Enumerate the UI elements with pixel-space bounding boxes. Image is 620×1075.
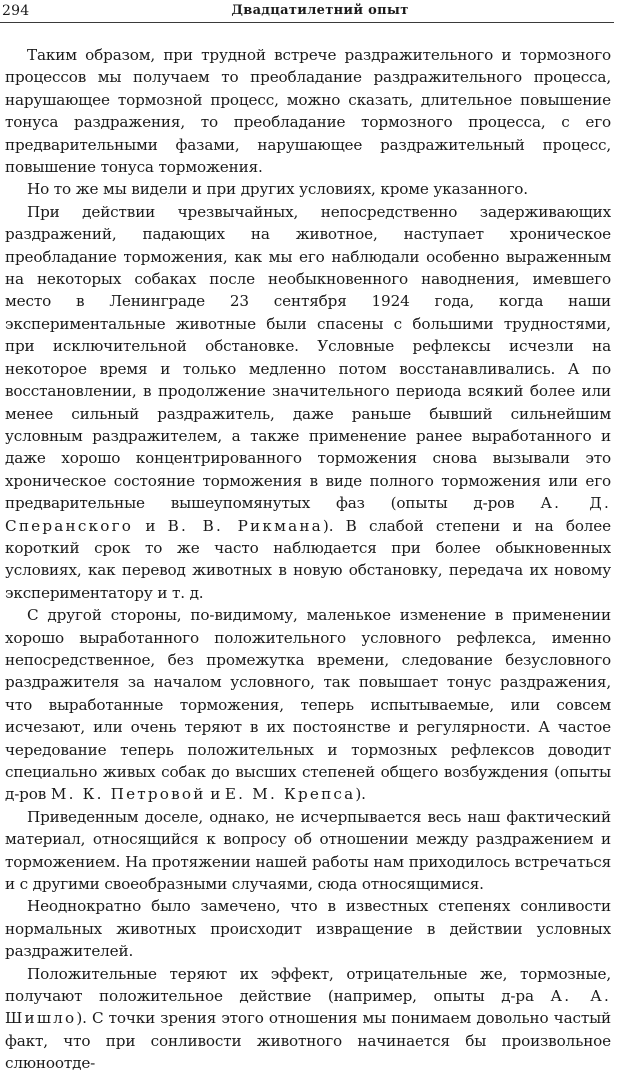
paragraph-text: ). В слабой степени и на более короткий срок то же часто наблюдается при более обыкновенных условиях, как перевод животных в новую обстановку, передача их новому экспериментатору и т. д. [5,516,611,602]
paragraph-4 [5,604,611,806]
author-name: В. В. Рикмана [167,516,323,535]
paragraph-text: Неоднократно было замечено, что в известных степенях сонливости нормальных животных происходит извращение в действии условных раздражителей. [5,897,611,961]
page-number: 294 [2,3,30,19]
paragraph-1 [5,44,611,178]
paragraph-3 [5,201,611,604]
author-name: М. К. Петровой [50,785,206,804]
paragraph-text: С другой стороны, по-видимому, маленькое изменение в применении хорошо выработанного положительного условного рефлекса, именно непосредственное, без промежутка времени, следование безусловного раздражителя за началом условного, так повышает тонус раздражения, что выработанные торможения, теперь испытываемые, или совсем исчезают, или очень теряют в их постоянстве и регулярности. А частое чередование теперь положительных и тормозных рефлексов доводит специально живых собак до высших степеней общего возбуждения (опыты д-ров [5,606,611,804]
paragraph-6 [5,895,611,962]
paragraph-2 [5,178,611,200]
paragraph-text: Таким образом, при трудной встрече раздражительного и тормозного процессов мы получаем то преобладание раздражительного процесса, нарушающее тормозной процесс, можно сказать, длительное повышение тонуса раздражения, то преобладание тормозного процесса, с его предварительными фазами, нарушающее раздражительный процесс, повышение тонуса торможения. [5,46,611,177]
running-title: Двадцатилетний опыт [231,3,409,18]
author-name: А. Д. Сперанского [5,494,611,535]
header-rule [0,22,614,23]
running-head [0,0,620,24]
paragraph-text: ). С точки зрения этого отношения мы понимаем довольно частый факт, что при сонливости животного начинается бы произвольное слюноотде- [5,1009,611,1073]
paragraph-text: ). [355,785,366,804]
paragraph-text: Приведенным доселе, однако, не исчерпывается весь наш фактический материал, относящийся к вопросу об отношении между раздражением и торможением. На протяжении нашей работы нам приходилось встречаться и с другими своеобразными случаями, сюда относящимися. [5,807,611,894]
paragraph-text: Положительные теряют их эффект, отрицательные же, тормозные, получают положительное действие (например, опыты д-ра [5,964,611,1006]
paragraph-text: и [205,785,225,804]
paragraph-text: и [133,516,168,535]
author-name: Е. М. Крепса [224,785,356,804]
author-name: А. А. Шишло [5,987,611,1028]
paragraph-5 [5,806,611,896]
paragraph-7 [5,963,611,1075]
body-text [5,44,611,1075]
paragraph-text: Но то же мы видели и при других условиях, кроме указанного. [27,180,528,199]
paragraph-text: При действии чрезвычайных, непосредственно задерживающих раздражений, падающих на животное, наступает хроническое преобладание торможения, как мы его наблюдали особенно выраженным на некоторых собаках после необыкновенного наводнения, имевшего место в Ленинграде 23 сентября 1924 года, когда наши экспериментальные животные были спасены с большими трудностями, при исключительной обстановке. Условные рефлексы исчезли на некоторое время и только медленно потом восстанавливались. А по восстановлении, в продолжение значительного периода всякий более или менее сильный раздражитель, даже раньше бывший сильнейшим условным раздражителем, а также применение ранее выработанного и даже хорошо концентрированного торможения снова вызывали это хроническое состояние торможения в виде полного торможения или его предварительные вышеупомянутых фаз (опыты д-ров [5,202,611,513]
